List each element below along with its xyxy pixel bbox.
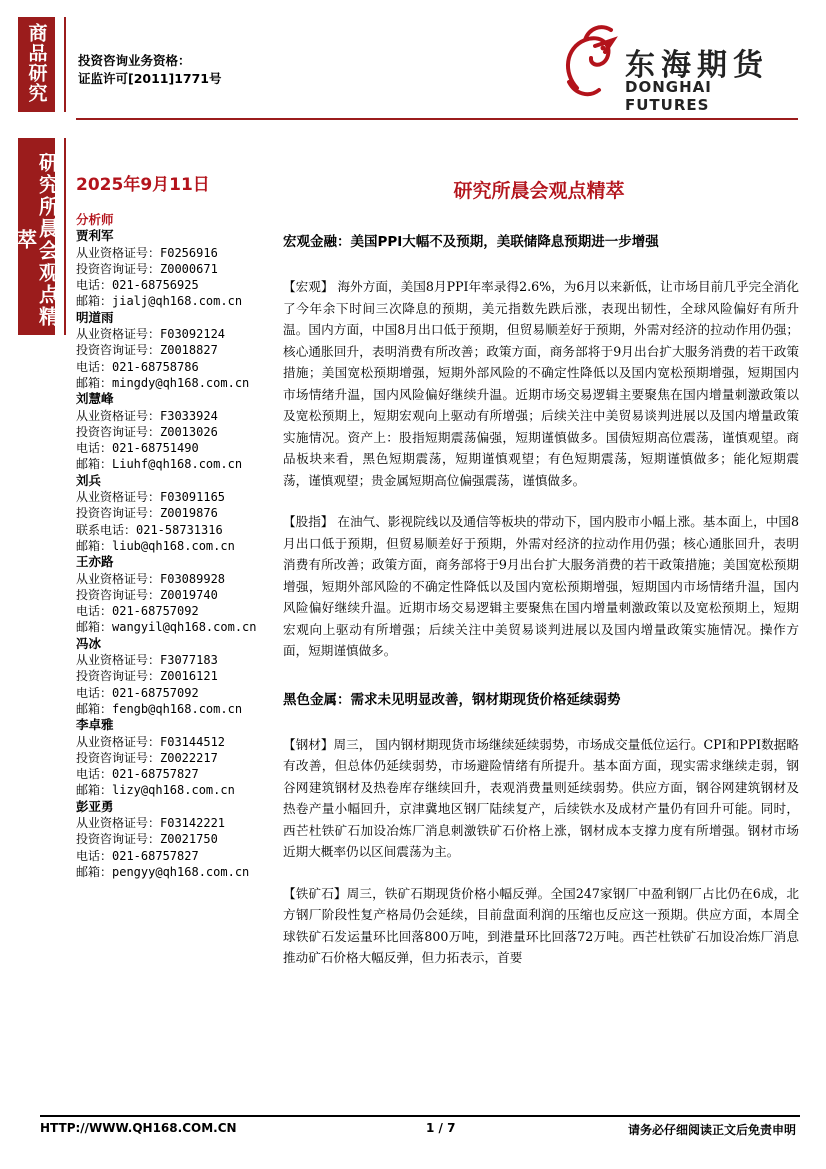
analyst-info-line: 投资咨询证号：Z0013026: [76, 424, 218, 439]
analyst-info-line: 投资咨询证号：Z0021750: [76, 832, 218, 847]
analyst-name: 冯冰: [76, 635, 102, 651]
analyst-info-line: 从业资格证号：F03091165: [76, 490, 226, 505]
analyst-email[interactable]: 邮箱：fengb@qh168.com.cn: [76, 701, 243, 716]
paragraph-tag: 【宏观】: [283, 279, 334, 294]
analyst-name: 明道雨: [76, 309, 114, 325]
paragraph-iron-ore: [283, 883, 799, 969]
analyst-info-line: 从业资格证号：F3033924: [76, 408, 218, 423]
page-number: 1 / 7: [426, 1121, 456, 1135]
analyst-info-line: 从业资格证号：F03142221: [76, 815, 226, 830]
paragraph-text: 周三， 国内钢材期现货市场继续延续弱势，市场成交量低位运行。CPI和PPI数据略有改善，但总体仍延续弱势，市场避险情绪有所提升。基本面方面，现实需求继续走弱，钢谷网建筑钢材及热卷库存继续回升，表观消费量则延续弱势。供应方面，钢谷网建筑钢材及热卷产量小幅回升，京津冀地区钢厂陆续复产，后续铁水及成材产量仍有回升可能。同时，西芒杜铁矿石加设冶炼厂消息刺激铁矿石价格上涨，钢材成本支撑力度有所增强。钢材市场近期大概率仍以区间震荡为主。: [283, 736, 799, 859]
analyst-info-line: 从业资格证号：F03089928: [76, 571, 226, 586]
license-line: 证监许可[2011]1771号: [78, 71, 222, 86]
analyst-email[interactable]: 邮箱：pengyy@qh168.com.cn: [76, 864, 250, 879]
logo-chinese-name: 东海期货: [625, 48, 769, 83]
sidebar-divider-top: [64, 17, 66, 112]
disclaimer-note: 请务必仔细阅读正文后免责申明: [627, 1123, 796, 1137]
company-logo: [555, 18, 795, 114]
analyst-email[interactable]: 邮箱：mingdy@qh168.com.cn: [76, 375, 250, 390]
paragraph-text: 海外方面，美国8月PPI年率录得2.6%，为6月以来新低，让市场目前几乎完全消化了今年余下时间三次降息的预期，美元指数先跌后涨，表现出韧性，全球风险偏好有所升温。国内方面，中国8月出口低于预期，但贸易顺差好于预期，外需对经济的拉动作用仍强；核心通胀回升，表明消费有所改善；政策方面，商务部将于9月出台扩大服务消费的若干政策措施；美国宽松预期增强，短期外部风险的不确定性降低以及国内宽松预期增强，短期国内市场情绪升温，国内风险偏好继续升温。近期市场交易逻辑主要聚焦在国内增量刺激政策以及宽松预期上，短期宏观向上驱动有所增强；后续关注中美贸易谈判进展以及国内增量政策实施情况。资产上：股指短期震荡偏强，短期谨慎做多。国债短期高位震荡，谨慎观望。商品板块来看，黑色短期震荡，短期谨慎观望；有色短期震荡，短期谨慎做多；能化短期震荡，谨慎观望；贵金属短期高位偏强震荡，谨慎做多。: [283, 279, 800, 488]
analyst-header: 分析师: [76, 212, 114, 227]
paragraph-tag: 【钢材】: [283, 736, 334, 752]
paragraph-steel: [283, 734, 799, 863]
report-date: 2025年9月11日: [76, 175, 210, 195]
qualification-block: [78, 52, 222, 88]
analyst-name: 刘兵: [76, 472, 102, 488]
analyst-name: 李卓雅: [76, 717, 114, 733]
analyst-info-line: 电话：021-68756925: [76, 278, 199, 293]
sidebar-section-label: 商品研究: [18, 17, 55, 112]
sidebar-divider-bottom: [64, 138, 66, 335]
paragraph-tag: 【铁矿石】: [283, 885, 347, 901]
analyst-info-line: 联系电话：021-58731316: [76, 522, 223, 537]
analyst-info-line: 投资咨询证号：Z0016121: [76, 669, 218, 684]
analyst-email[interactable]: 邮箱：liub@qh168.com.cn: [76, 538, 235, 553]
analyst-email[interactable]: 邮箱：Liuhf@qh168.com.cn: [76, 457, 243, 472]
analyst-info-line: 投资咨询证号：Z0018827: [76, 343, 218, 358]
analyst-email[interactable]: 邮箱：wangyil@qh168.com.cn: [76, 620, 257, 635]
section-title: 宏观金融：美国PPI大幅不及预期，美联储降息预期进一步增强: [283, 234, 659, 250]
analyst-info-line: 从业资格证号：F3077183: [76, 653, 218, 668]
main-content: [283, 230, 799, 989]
footer-rule: [40, 1115, 800, 1117]
analyst-info-line: 电话：021-68757827: [76, 767, 199, 782]
analyst-email[interactable]: 邮箱：jialj@qh168.com.cn: [76, 294, 243, 309]
website-link[interactable]: HTTP://WWW.QH168.COM.CN: [40, 1121, 237, 1135]
header-rule: [76, 118, 798, 120]
paragraph-text: 在油气、影视院线以及通信等板块的带动下，国内股市小幅上涨。基本面上，中国8月出口低于预期，但贸易顺差好于预期，外需对经济的拉动作用仍强；核心通胀回升，表明消费有所改善；政策方面，商务部将于9月出台扩大服务消费的若干政策措施；美国宽松预期增强，短期外部风险的不确定性降低以及国内宽松预期增强，短期国内市场情绪升温，国内风险偏好继续升温。近期市场交易逻辑主要聚焦在国内增量刺激政策以及宽松预期上，短期宏观向上驱动有所增强；后续关注中美贸易谈判进展以及国内增量政策实施情况。操作方面，短期谨慎做多。: [283, 514, 799, 658]
analyst-info-line: 从业资格证号：F0256916: [76, 245, 218, 260]
analyst-info-line: 电话：021-68757092: [76, 604, 199, 619]
paragraph-stock-index: [283, 511, 799, 662]
analyst-name: 王亦路: [76, 554, 114, 570]
analyst-email[interactable]: 邮箱：lizy@qh168.com.cn: [76, 783, 235, 798]
analyst-list: [76, 212, 276, 880]
section-title: 黑色金属：需求未见明显改善，钢材期现货价格延续弱势: [283, 691, 621, 708]
analyst-name: 贾利军: [76, 228, 114, 244]
analyst-name: 彭亚勇: [76, 798, 114, 814]
analyst-info-line: 投资咨询证号：Z0000671: [76, 261, 218, 276]
analyst-entries: [76, 228, 276, 880]
paragraph-tag: 【股指】: [283, 514, 334, 529]
paragraph-macro: [283, 276, 799, 491]
sidebar-report-label: 研究所晨会观点精萃: [18, 138, 55, 335]
analyst-info-line: 电话：021-68758786: [76, 359, 199, 374]
analyst-info-line: 投资咨询证号：Z0022217: [76, 750, 218, 765]
analyst-name: 刘慧峰: [76, 391, 114, 407]
analyst-info-line: 从业资格证号：F03092124: [76, 327, 226, 342]
qualification-line: 投资咨询业务资格：: [78, 53, 191, 68]
analyst-info-line: 电话：021-68757827: [76, 848, 199, 863]
analyst-info-line: 从业资格证号：F03144512: [76, 734, 226, 749]
analyst-info-line: 投资咨询证号：Z0019876: [76, 506, 218, 521]
page-title: 研究所晨会观点精萃: [453, 180, 625, 202]
logo-english-name: DONGHAI FUTURES: [625, 78, 712, 114]
analyst-info-line: 电话：021-68751490: [76, 441, 199, 456]
analyst-info-line: 电话：021-68757092: [76, 685, 199, 700]
analyst-info-line: 投资咨询证号：Z0019740: [76, 587, 218, 602]
paragraph-text: 周三，铁矿石期现货价格小幅反弹。全国247家钢厂中盈利钢厂占比仍在6成，北方钢厂阶段性复产格局仍会延续，目前盘面利润的压缩也反应这一预期。供应方面，本周全球铁矿石发运量环比回落800万吨，到港量环比回落72万吨。西芒杜铁矿石加设冶炼厂消息推动矿石价格大幅反弹，但力拓表示，首要: [283, 885, 800, 965]
